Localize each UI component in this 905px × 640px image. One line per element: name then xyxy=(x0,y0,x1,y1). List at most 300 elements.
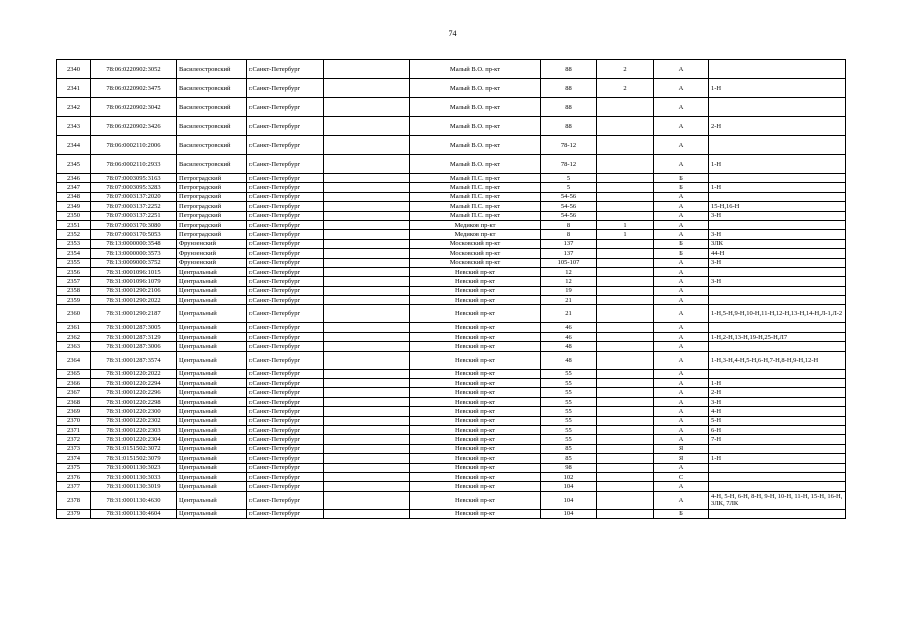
district-cell: Василеостровский xyxy=(177,60,247,79)
street-cell: Малый П.С. пр-кт xyxy=(410,202,541,211)
letter-cell: А xyxy=(654,388,709,397)
cadastral-number-cell: 78:06:0002110:2006 xyxy=(91,136,177,155)
cadastral-number-cell: 78:07:0003095:3163 xyxy=(91,174,177,183)
street-cell: Малый В.О. пр-кт xyxy=(410,136,541,155)
street-cell: Малый В.О. пр-кт xyxy=(410,79,541,98)
empty-cell xyxy=(324,407,410,416)
empty-cell xyxy=(324,323,410,332)
row-number-cell: 2371 xyxy=(57,425,91,434)
table-row xyxy=(57,351,846,369)
district-cell: Центральный xyxy=(177,351,247,369)
table-row xyxy=(57,220,846,229)
row-number-cell: 2359 xyxy=(57,296,91,305)
letter-cell: Б xyxy=(654,174,709,183)
house-number-cell: 88 xyxy=(541,79,597,98)
district-cell: Центральный xyxy=(177,342,247,351)
row-number-cell: 2347 xyxy=(57,183,91,192)
empty-cell xyxy=(324,351,410,369)
building-number-cell xyxy=(597,435,654,444)
premises-cell: 1-Н,5-Н,9-Н,10-Н,11-Н,12-Н,13-Н,14-Н,Л-1,Л-2 xyxy=(709,305,846,323)
district-cell: Центральный xyxy=(177,482,247,491)
empty-cell xyxy=(324,435,410,444)
street-cell: Невский пр-кт xyxy=(410,379,541,388)
letter-cell: Б xyxy=(654,239,709,248)
house-number-cell: 55 xyxy=(541,369,597,378)
building-number-cell xyxy=(597,98,654,117)
city-cell: г.Санкт-Петербург xyxy=(247,192,324,201)
city-cell: г.Санкт-Петербург xyxy=(247,211,324,220)
premises-cell: 1-Н xyxy=(709,183,846,192)
street-cell: Невский пр-кт xyxy=(410,482,541,491)
premises-cell: 3ЛК xyxy=(709,239,846,248)
letter-cell: А xyxy=(654,258,709,267)
table-row xyxy=(57,342,846,351)
district-cell: Петроградский xyxy=(177,183,247,192)
row-number-cell: 2344 xyxy=(57,136,91,155)
house-number-cell: 98 xyxy=(541,463,597,472)
house-number-cell: 54-56 xyxy=(541,192,597,201)
premises-cell xyxy=(709,192,846,201)
row-number-cell: 2376 xyxy=(57,472,91,481)
table-row xyxy=(57,136,846,155)
building-number-cell xyxy=(597,491,654,509)
house-number-cell: 5 xyxy=(541,183,597,192)
table-row xyxy=(57,192,846,201)
table-row xyxy=(57,239,846,248)
building-number-cell: 1 xyxy=(597,230,654,239)
building-number-cell xyxy=(597,183,654,192)
table-row xyxy=(57,379,846,388)
house-number-cell: 78-12 xyxy=(541,155,597,174)
letter-cell: А xyxy=(654,277,709,286)
row-number-cell: 2377 xyxy=(57,482,91,491)
cadastral-number-cell: 78:31:0001096:1015 xyxy=(91,267,177,276)
house-number-cell: 12 xyxy=(541,277,597,286)
district-cell: Центральный xyxy=(177,332,247,341)
city-cell: г.Санкт-Петербург xyxy=(247,416,324,425)
street-cell: Московский пр-кт xyxy=(410,239,541,248)
empty-cell xyxy=(324,388,410,397)
premises-cell xyxy=(709,509,846,518)
empty-cell xyxy=(324,79,410,98)
district-cell: Петроградский xyxy=(177,192,247,201)
premises-cell: 4-Н xyxy=(709,407,846,416)
city-cell: г.Санкт-Петербург xyxy=(247,425,324,434)
city-cell: г.Санкт-Петербург xyxy=(247,369,324,378)
district-cell: Петроградский xyxy=(177,220,247,229)
table-row xyxy=(57,454,846,463)
table-row xyxy=(57,416,846,425)
cadastral-number-cell: 78:31:0001220:2296 xyxy=(91,388,177,397)
house-number-cell: 104 xyxy=(541,509,597,518)
cadastral-number-cell: 78:06:0220902:3426 xyxy=(91,117,177,136)
premises-cell: 1-Н xyxy=(709,454,846,463)
district-cell: Центральный xyxy=(177,379,247,388)
house-number-cell: 46 xyxy=(541,323,597,332)
row-number-cell: 2349 xyxy=(57,202,91,211)
premises-cell xyxy=(709,463,846,472)
table-row xyxy=(57,155,846,174)
building-number-cell xyxy=(597,211,654,220)
building-number-cell: 2 xyxy=(597,79,654,98)
cadastral-number-cell: 78:31:0001220:2294 xyxy=(91,379,177,388)
street-cell: Малый В.О. пр-кт xyxy=(410,60,541,79)
cadastral-number-cell: 78:31:0001220:2300 xyxy=(91,407,177,416)
city-cell: г.Санкт-Петербург xyxy=(247,277,324,286)
city-cell: г.Санкт-Петербург xyxy=(247,136,324,155)
row-number-cell: 2353 xyxy=(57,239,91,248)
table-row xyxy=(57,202,846,211)
street-cell: Невский пр-кт xyxy=(410,332,541,341)
city-cell: г.Санкт-Петербург xyxy=(247,323,324,332)
street-cell: Московский пр-кт xyxy=(410,249,541,258)
letter-cell: А xyxy=(654,296,709,305)
page-number: 74 xyxy=(448,29,457,38)
building-number-cell xyxy=(597,463,654,472)
empty-cell xyxy=(324,472,410,481)
building-number-cell xyxy=(597,351,654,369)
letter-cell: А xyxy=(654,60,709,79)
house-number-cell: 55 xyxy=(541,388,597,397)
cadastral-number-cell: 78:31:0001220:2022 xyxy=(91,369,177,378)
cadastral-number-cell: 78:06:0220902:3042 xyxy=(91,98,177,117)
street-cell: Невский пр-кт xyxy=(410,267,541,276)
house-number-cell: 48 xyxy=(541,351,597,369)
empty-cell xyxy=(324,117,410,136)
street-cell: Невский пр-кт xyxy=(410,435,541,444)
street-cell: Медиков пр-кт xyxy=(410,220,541,229)
district-cell: Центральный xyxy=(177,454,247,463)
letter-cell: Я xyxy=(654,444,709,453)
table-row xyxy=(57,482,846,491)
building-number-cell xyxy=(597,174,654,183)
letter-cell: А xyxy=(654,369,709,378)
city-cell: г.Санкт-Петербург xyxy=(247,202,324,211)
row-number-cell: 2355 xyxy=(57,258,91,267)
premises-cell xyxy=(709,136,846,155)
row-number-cell: 2366 xyxy=(57,379,91,388)
street-cell: Невский пр-кт xyxy=(410,388,541,397)
city-cell: г.Санкт-Петербург xyxy=(247,509,324,518)
building-number-cell: 2 xyxy=(597,60,654,79)
table-row xyxy=(57,397,846,406)
row-number-cell: 2350 xyxy=(57,211,91,220)
cadastral-number-cell: 78:13:0009000:3752 xyxy=(91,258,177,267)
building-number-cell xyxy=(597,482,654,491)
letter-cell: А xyxy=(654,220,709,229)
building-number-cell xyxy=(597,239,654,248)
empty-cell xyxy=(324,296,410,305)
cadastral-number-cell: 78:31:0001130:4630 xyxy=(91,491,177,509)
cadastral-number-cell: 78:31:0001220:2298 xyxy=(91,397,177,406)
cadastral-number-cell: 78:07:0003137:2251 xyxy=(91,211,177,220)
district-cell: Центральный xyxy=(177,296,247,305)
street-cell: Невский пр-кт xyxy=(410,425,541,434)
cadastral-number-cell: 78:31:0001220:2303 xyxy=(91,425,177,434)
empty-cell xyxy=(324,267,410,276)
district-cell: Центральный xyxy=(177,472,247,481)
city-cell: г.Санкт-Петербург xyxy=(247,79,324,98)
house-number-cell: 54-56 xyxy=(541,211,597,220)
building-number-cell: 1 xyxy=(597,220,654,229)
district-cell: Центральный xyxy=(177,435,247,444)
row-number-cell: 2352 xyxy=(57,230,91,239)
row-number-cell: 2342 xyxy=(57,98,91,117)
empty-cell xyxy=(324,211,410,220)
cadastral-number-cell: 78:13:0000000:3573 xyxy=(91,249,177,258)
empty-cell xyxy=(324,183,410,192)
row-number-cell: 2343 xyxy=(57,117,91,136)
empty-cell xyxy=(324,416,410,425)
premises-cell: 1-Н,3-Н,4-Н,5-Н,6-Н,7-Н,8-Н,9-Н,12-Н xyxy=(709,351,846,369)
empty-cell xyxy=(324,239,410,248)
letter-cell: А xyxy=(654,482,709,491)
building-number-cell xyxy=(597,397,654,406)
building-number-cell xyxy=(597,286,654,295)
row-number-cell: 2367 xyxy=(57,388,91,397)
district-cell: Фрунзенский xyxy=(177,258,247,267)
letter-cell: А xyxy=(654,407,709,416)
district-cell: Центральный xyxy=(177,416,247,425)
building-number-cell xyxy=(597,454,654,463)
city-cell: г.Санкт-Петербург xyxy=(247,342,324,351)
city-cell: г.Санкт-Петербург xyxy=(247,454,324,463)
building-number-cell xyxy=(597,267,654,276)
letter-cell: А xyxy=(654,323,709,332)
street-cell: Невский пр-кт xyxy=(410,277,541,286)
house-number-cell: 55 xyxy=(541,379,597,388)
empty-cell xyxy=(324,277,410,286)
house-number-cell: 8 xyxy=(541,220,597,229)
empty-cell xyxy=(324,305,410,323)
premises-cell: 1-Н xyxy=(709,155,846,174)
house-number-cell: 8 xyxy=(541,230,597,239)
street-cell: Малый В.О. пр-кт xyxy=(410,117,541,136)
city-cell: г.Санкт-Петербург xyxy=(247,230,324,239)
letter-cell: А xyxy=(654,342,709,351)
empty-cell xyxy=(324,60,410,79)
district-cell: Центральный xyxy=(177,509,247,518)
cadastral-number-cell: 78:31:0151502:3079 xyxy=(91,454,177,463)
empty-cell xyxy=(324,220,410,229)
empty-cell xyxy=(324,425,410,434)
empty-cell xyxy=(324,463,410,472)
table-row xyxy=(57,463,846,472)
empty-cell xyxy=(324,258,410,267)
row-number-cell: 2351 xyxy=(57,220,91,229)
premises-cell: 5-Н xyxy=(709,416,846,425)
premises-cell: 1-Н xyxy=(709,79,846,98)
premises-cell: 3-Н xyxy=(709,211,846,220)
district-cell: Центральный xyxy=(177,444,247,453)
premises-cell xyxy=(709,369,846,378)
table-body xyxy=(57,60,846,519)
building-number-cell xyxy=(597,323,654,332)
premises-cell xyxy=(709,267,846,276)
letter-cell: А xyxy=(654,117,709,136)
street-cell: Невский пр-кт xyxy=(410,296,541,305)
cadastral-number-cell: 78:31:0001130:4604 xyxy=(91,509,177,518)
letter-cell: А xyxy=(654,416,709,425)
row-number-cell: 2378 xyxy=(57,491,91,509)
row-number-cell: 2379 xyxy=(57,509,91,518)
city-cell: г.Санкт-Петербург xyxy=(247,258,324,267)
city-cell: г.Санкт-Петербург xyxy=(247,305,324,323)
table-row xyxy=(57,332,846,341)
row-number-cell: 2372 xyxy=(57,435,91,444)
table-row xyxy=(57,258,846,267)
row-number-cell: 2340 xyxy=(57,60,91,79)
table-row xyxy=(57,425,846,434)
house-number-cell: 104 xyxy=(541,482,597,491)
table-row xyxy=(57,491,846,509)
table-row xyxy=(57,98,846,117)
cadastral-number-cell: 78:31:0001287:3129 xyxy=(91,332,177,341)
letter-cell: А xyxy=(654,491,709,509)
row-number-cell: 2357 xyxy=(57,277,91,286)
row-number-cell: 2354 xyxy=(57,249,91,258)
building-number-cell xyxy=(597,444,654,453)
empty-cell xyxy=(324,155,410,174)
table-row xyxy=(57,435,846,444)
city-cell: г.Санкт-Петербург xyxy=(247,491,324,509)
table-row xyxy=(57,267,846,276)
empty-cell xyxy=(324,249,410,258)
district-cell: Василеостровский xyxy=(177,117,247,136)
city-cell: г.Санкт-Петербург xyxy=(247,286,324,295)
table-row xyxy=(57,323,846,332)
cadastral-number-cell: 78:07:0003170:3080 xyxy=(91,220,177,229)
street-cell: Малый П.С. пр-кт xyxy=(410,211,541,220)
district-cell: Петроградский xyxy=(177,230,247,239)
letter-cell: Б xyxy=(654,509,709,518)
cadastral-number-cell: 78:06:0002110:2933 xyxy=(91,155,177,174)
row-number-cell: 2346 xyxy=(57,174,91,183)
letter-cell: А xyxy=(654,192,709,201)
city-cell: г.Санкт-Петербург xyxy=(247,155,324,174)
house-number-cell: 137 xyxy=(541,249,597,258)
house-number-cell: 5 xyxy=(541,174,597,183)
building-number-cell xyxy=(597,136,654,155)
building-number-cell xyxy=(597,192,654,201)
row-number-cell: 2375 xyxy=(57,463,91,472)
city-cell: г.Санкт-Петербург xyxy=(247,463,324,472)
district-cell: Центральный xyxy=(177,491,247,509)
letter-cell: А xyxy=(654,136,709,155)
table-row xyxy=(57,369,846,378)
cadastral-number-cell: 78:06:0220902:3052 xyxy=(91,60,177,79)
house-number-cell: 88 xyxy=(541,60,597,79)
letter-cell: А xyxy=(654,79,709,98)
cadastral-number-cell: 78:07:0003137:2252 xyxy=(91,202,177,211)
street-cell: Малый П.С. пр-кт xyxy=(410,192,541,201)
building-number-cell xyxy=(597,277,654,286)
letter-cell: А xyxy=(654,351,709,369)
house-number-cell: 105-107 xyxy=(541,258,597,267)
city-cell: г.Санкт-Петербург xyxy=(247,183,324,192)
letter-cell: С xyxy=(654,472,709,481)
premises-cell: 44-Н xyxy=(709,249,846,258)
house-number-cell: 85 xyxy=(541,444,597,453)
district-cell: Петроградский xyxy=(177,174,247,183)
table-row xyxy=(57,60,846,79)
street-cell: Невский пр-кт xyxy=(410,323,541,332)
cadastral-number-cell: 78:31:0001290:2187 xyxy=(91,305,177,323)
city-cell: г.Санкт-Петербург xyxy=(247,351,324,369)
street-cell: Медиков пр-кт xyxy=(410,230,541,239)
premises-cell xyxy=(709,98,846,117)
row-number-cell: 2341 xyxy=(57,79,91,98)
building-number-cell xyxy=(597,305,654,323)
street-cell: Невский пр-кт xyxy=(410,351,541,369)
house-number-cell: 137 xyxy=(541,239,597,248)
district-cell: Центральный xyxy=(177,277,247,286)
premises-cell: 7-Н xyxy=(709,435,846,444)
row-number-cell: 2374 xyxy=(57,454,91,463)
house-number-cell: 54-56 xyxy=(541,202,597,211)
building-number-cell xyxy=(597,202,654,211)
cadastral-number-cell: 78:31:0151502:3072 xyxy=(91,444,177,453)
table-row xyxy=(57,277,846,286)
city-cell: г.Санкт-Петербург xyxy=(247,60,324,79)
street-cell: Невский пр-кт xyxy=(410,416,541,425)
house-number-cell: 104 xyxy=(541,491,597,509)
empty-cell xyxy=(324,192,410,201)
building-number-cell xyxy=(597,407,654,416)
row-number-cell: 2373 xyxy=(57,444,91,453)
row-number-cell: 2360 xyxy=(57,305,91,323)
table-row xyxy=(57,117,846,136)
table-row xyxy=(57,296,846,305)
district-cell: Василеостровский xyxy=(177,98,247,117)
building-number-cell xyxy=(597,342,654,351)
premises-cell: 6-Н xyxy=(709,425,846,434)
cadastral-number-cell: 78:31:0001287:3006 xyxy=(91,342,177,351)
letter-cell: А xyxy=(654,435,709,444)
street-cell: Невский пр-кт xyxy=(410,472,541,481)
premises-cell: 3-Н xyxy=(709,258,846,267)
table-row xyxy=(57,79,846,98)
row-number-cell: 2363 xyxy=(57,342,91,351)
premises-cell xyxy=(709,60,846,79)
city-cell: г.Санкт-Петербург xyxy=(247,332,324,341)
street-cell: Невский пр-кт xyxy=(410,407,541,416)
empty-cell xyxy=(324,136,410,155)
letter-cell: Я xyxy=(654,454,709,463)
empty-cell xyxy=(324,98,410,117)
cadastral-number-cell: 78:13:0000000:3548 xyxy=(91,239,177,248)
premises-cell xyxy=(709,220,846,229)
city-cell: г.Санкт-Петербург xyxy=(247,388,324,397)
district-cell: Центральный xyxy=(177,323,247,332)
district-cell: Центральный xyxy=(177,397,247,406)
district-cell: Фрунзенский xyxy=(177,239,247,248)
premises-cell xyxy=(709,174,846,183)
street-cell: Невский пр-кт xyxy=(410,444,541,453)
premises-cell xyxy=(709,482,846,491)
table-row xyxy=(57,388,846,397)
district-cell: Фрунзенский xyxy=(177,249,247,258)
house-number-cell: 46 xyxy=(541,332,597,341)
cadastral-number-cell: 78:31:0001130:3033 xyxy=(91,472,177,481)
building-number-cell xyxy=(597,369,654,378)
cadastral-number-cell: 78:31:0001096:1079 xyxy=(91,277,177,286)
city-cell: г.Санкт-Петербург xyxy=(247,267,324,276)
house-number-cell: 88 xyxy=(541,98,597,117)
row-number-cell: 2358 xyxy=(57,286,91,295)
district-cell: Центральный xyxy=(177,369,247,378)
cadastral-number-cell: 78:31:0001220:2304 xyxy=(91,435,177,444)
